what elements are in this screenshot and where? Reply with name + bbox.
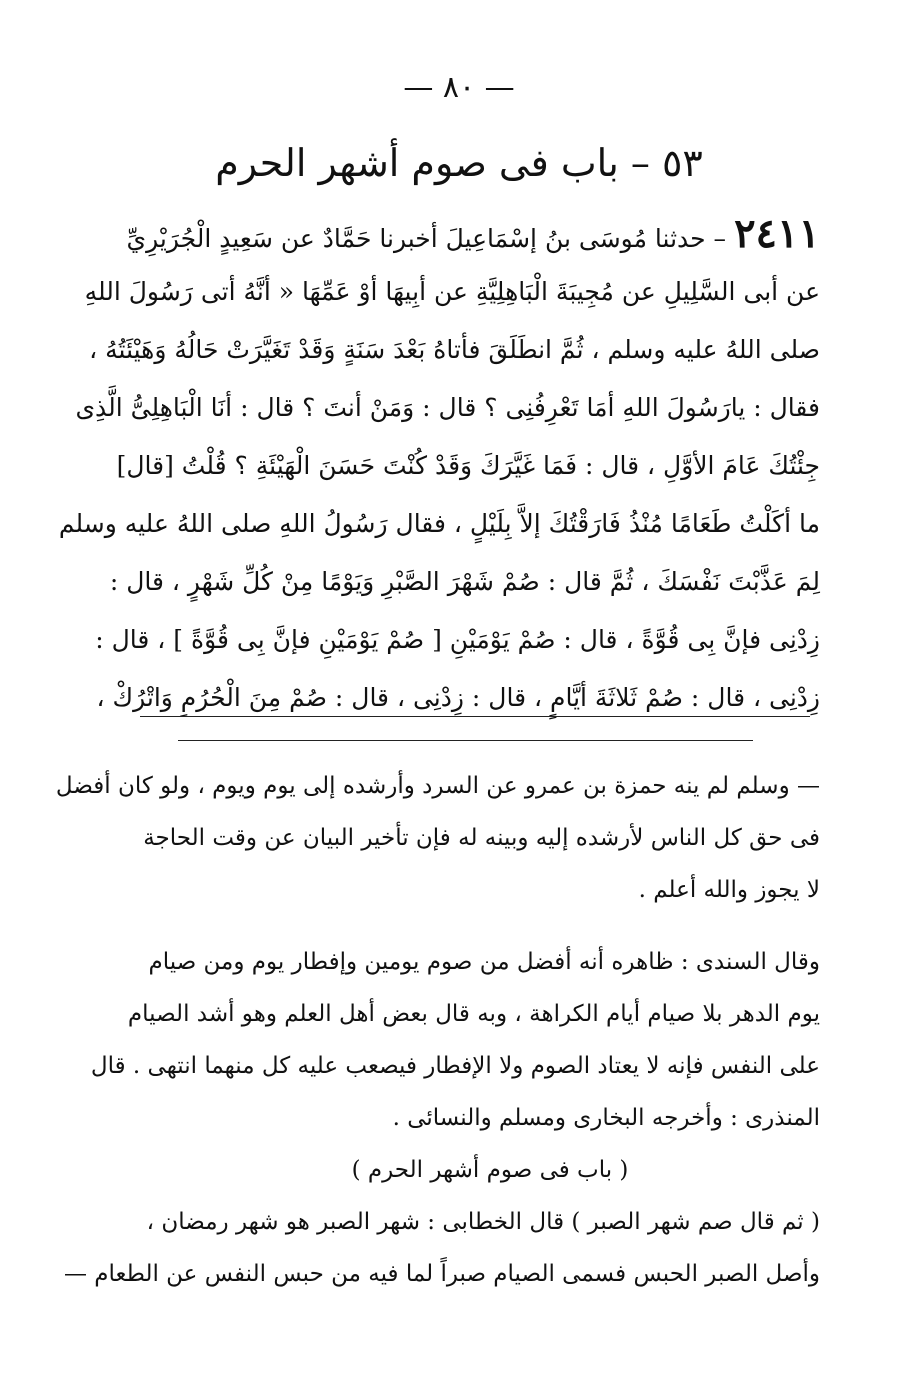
hadith-line: ما أكَلْتُ طَعَامًا مُنْذُ فَارَقْتُكَ إلاَّ بِلَيْلٍ ، فقال رَسُولُ اللهِ صلى اللهُ عليه وسلم xyxy=(58,509,820,538)
commentary-line: ( ثم قال صم شهر الصبر ) قال الخطابى : شهر الصبر هو شهر رمضان ، xyxy=(146,1209,820,1235)
hadith-line: فقال : يارَسُولَ اللهِ أمَا تَعْرِفُنِى ؟ قال : وَمَنْ أنتَ ؟ قال : أنَا الْبَاهِلِىُّ الَّذِى xyxy=(75,393,820,422)
hadith-text xyxy=(58,205,820,727)
page-number: — ٨٠ — xyxy=(403,70,515,105)
hadith-line: جِئْتُكَ عَامَ الأوَّلِ ، قال : فَمَا غَيَّرَكَ وَقَدْ كُنْتَ حَسَنَ الْهَيْئَةِ ؟ قُلْتُ [قال] xyxy=(116,451,820,480)
commentary-line: فى حق كل الناس لأرشده إليه وبينه له فإن تأخير البيان عن وقت الحاجة xyxy=(143,825,820,851)
chapter-title: ٥٣ – باب فى صوم أشهر الحرم xyxy=(215,141,703,185)
paragraph-gap xyxy=(160,916,820,936)
commentary-line: وقال السندى : ظاهره أنه أفضل من صوم يومين وإفطار يوم ومن صيام xyxy=(148,949,820,975)
section-heading: ( باب فى صوم أشهر الحرم ) xyxy=(351,1157,629,1183)
hadith-line: عن أبى السَّلِيلِ عن مُجِيبَةَ الْبَاهِلِيَّةِ عن أبِيهَا أوْ عَمِّهَا « أنَّهُ أتى رَسُولَ اللهِ xyxy=(84,277,820,306)
divider-rule xyxy=(140,716,810,717)
commentary-line: يوم الدهر بلا صيام أيام الكراهة ، وبه قال بعض أهل العلم وهو أشد الصيام xyxy=(127,1001,820,1027)
commentary-line: لا يجوز والله أعلم . xyxy=(638,877,820,903)
hadith-line: زِدْنِى ، قال : صُمْ ثَلاثَةَ أيَّامٍ ، قال : زِدْنِى ، قال : صُمْ مِنَ الْحُرُمِ وَاتْرُكْ ، xyxy=(96,683,820,712)
commentary-text xyxy=(55,760,820,1300)
hadith-line xyxy=(126,205,820,263)
commentary-line: — وسلم لم ينه حمزة بن عمرو عن السرد وأرشده إلى يوم ويوم ، ولو كان أفضل xyxy=(55,773,820,799)
hadith-line: صلى اللهُ عليه وسلم ، ثُمَّ انطَلَقَ فأتاهُ بَعْدَ سَنَةٍ وَقَدْ تَغَيَّرَتْ حَالُهُ وَهَيْئَتُهُ ، xyxy=(89,335,820,364)
hadith-line: لِمَ عَذَّبْتَ نَفْسَكَ ، ثُمَّ قال : صُمْ شَهْرَ الصَّبْرِ وَيَوْمًا مِنْ كُلِّ شَهْرٍ ، قال : xyxy=(109,567,820,596)
commentary-line: على النفس فإنه لا يعتاد الصوم ولا الإفطار فيصعب عليه كل منهما انتهى . قال xyxy=(90,1053,820,1079)
hadith-line-text: – حدثنا مُوسَى بنُ إسْمَاعِيلَ أخبرنا حَمَّادٌ عن سَعِيدٍ الْجُرَيْرِيِّ xyxy=(126,224,727,253)
commentary-line: المنذرى : وأخرجه البخارى ومسلم والنسائى . xyxy=(392,1105,820,1131)
hadith-line: زِدْنِى فإنَّ بِى قُوَّةً ، قال : صُمْ يَوْمَيْنِ [ صُمْ يَوْمَيْنِ فإنَّ بِى قُوَّةً ] ، قال : xyxy=(95,625,820,654)
hadith-number: ٢٤١١ xyxy=(734,210,820,257)
divider-rule xyxy=(178,740,753,741)
commentary-line: وأصل الصبر الحبس فسمى الصيام صبراً لما فيه من حبس النفس عن الطعام — xyxy=(63,1261,820,1287)
